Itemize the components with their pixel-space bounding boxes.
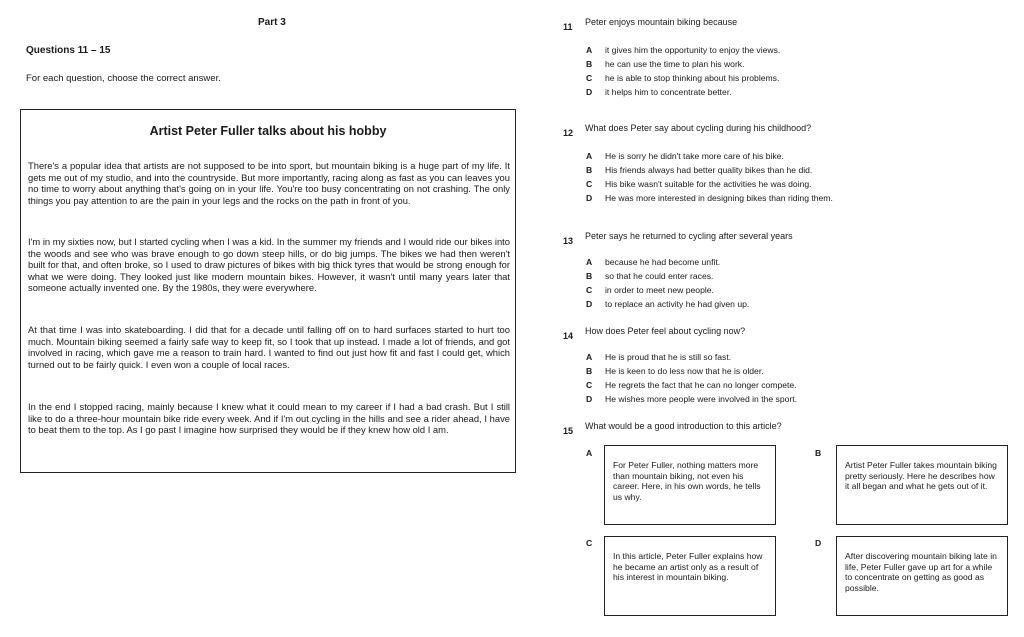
- option-d[interactable]: [586, 299, 749, 309]
- option-text: so that he could enter races.: [605, 271, 714, 281]
- option-letter: B: [586, 366, 593, 376]
- intro-option-a[interactable]: [604, 445, 776, 525]
- article-paragraph-1: There's a popular idea that artists are not supposed to be into sport, but mountain biking is a huge part of my life. It gets me out of my studio, and into the countryside. But more importantly, racing along as fast as you can leaves you no time to worry about anything that's going on in your life. You're too busy concentrating on not crashing. The only things you pay attention to are the pain in your legs and the rocks on the path in front of you.: [28, 160, 510, 206]
- option-letter: D: [586, 87, 593, 97]
- option-a[interactable]: [586, 352, 731, 362]
- article-paragraph-2: I'm in my sixties now, but I started cycling when I was a kid. In the summer my friends and I would ride our bikes into the woods and see who was brave enough to go down steep hills, or do big jumps. The bikes we had then weren't built for that, and often broke, so I used to draw pictures of bikes with big thick tyres that would be strong enough for what we were doing. They looked just like modern mountain bikes. However, it wasn't until many years later that someone actually invented one. By the 1980s, they were everywhere.: [28, 236, 510, 293]
- option-d[interactable]: [586, 193, 833, 203]
- option-letter: C: [586, 73, 593, 83]
- option-letter: C: [586, 380, 593, 390]
- question-text: Peter enjoys mountain biking because: [585, 17, 738, 27]
- option-text: He wishes more people were involved in the sport.: [605, 394, 798, 404]
- option-letter: C: [586, 285, 593, 295]
- option-c[interactable]: [586, 179, 812, 189]
- intro-text: After discovering mountain biking late in life, Peter Fuller gave up art for a while to concentrate on getting as good as possible.: [845, 551, 997, 593]
- option-a[interactable]: [586, 151, 784, 161]
- intro-text: In this article, Peter Fuller explains how he became an artist only as a result of his interest in mountain biking.: [613, 551, 763, 583]
- questions-heading: Questions 11 – 15: [26, 45, 111, 56]
- option-text: in order to meet new people.: [605, 285, 714, 295]
- option-text: He was more interested in designing bikes than riding them.: [605, 193, 833, 203]
- option-letter: D: [586, 394, 593, 404]
- option-letter: A: [586, 257, 593, 267]
- option-a[interactable]: [586, 257, 720, 267]
- intro-text: Artist Peter Fuller takes mountain biking pretty seriously. Here he describes how it all began and what he gets out of it.: [845, 460, 997, 492]
- option-text: He is keen to do less now that he is older.: [605, 366, 764, 376]
- question-number: 14: [563, 331, 574, 341]
- question-number: 15: [563, 426, 574, 436]
- option-text: he can use the time to plan his work.: [605, 59, 745, 69]
- question-number: 13: [563, 236, 574, 246]
- option-text: because he had become unfit.: [605, 257, 721, 267]
- article-paragraph-4: In the end I stopped racing, mainly because I knew what it could mean to my career if I had a bad crash. But I still like to do a three-hour mountain bike ride every week. And if I'm out cycling in the hills and see a rider ahead, I have to beat them to the top. As I go past I imagine how surprised they would be if they knew how old I am.: [28, 401, 510, 435]
- question-number: 11: [563, 22, 573, 32]
- question-number: 12: [563, 128, 574, 138]
- option-letter: D: [586, 299, 593, 309]
- intro-option-b[interactable]: [836, 445, 1008, 525]
- intro-letter-b: B: [815, 448, 822, 458]
- article-title: Artist Peter Fuller talks about his hobby: [149, 124, 387, 138]
- option-letter: A: [586, 352, 593, 362]
- option-letter: D: [586, 193, 593, 203]
- option-b[interactable]: [586, 59, 745, 69]
- option-c[interactable]: [586, 285, 714, 295]
- question-text: What would be a good introduction to this article?: [585, 421, 782, 431]
- option-text: it gives him the opportunity to enjoy the views.: [605, 45, 781, 55]
- intro-letter-d: D: [815, 538, 822, 548]
- intro-text: For Peter Fuller, nothing matters more than mountain biking, not even his career. Here, in his own words, he tells us why.: [613, 460, 761, 502]
- option-text: He is sorry he didn't take more care of his bike.: [605, 151, 784, 161]
- option-text: He regrets the fact that he can no longer compete.: [605, 380, 797, 390]
- option-text: it helps him to concentrate better.: [605, 87, 732, 97]
- option-c[interactable]: [586, 380, 797, 390]
- option-b[interactable]: [586, 366, 764, 376]
- option-letter: A: [586, 45, 593, 55]
- option-letter: C: [586, 179, 593, 189]
- option-text: His friends always had better quality bikes than he did.: [605, 165, 813, 175]
- option-c[interactable]: [586, 73, 779, 83]
- part-title: Part 3: [258, 17, 286, 28]
- option-letter: B: [586, 271, 593, 281]
- question-text: What does Peter say about cycling during his childhood?: [585, 123, 812, 133]
- article-paragraph-3: At that time I was into skateboarding. I did that for a decade until falling off on to hard surfaces started to hurt too much. Mountain biking seemed a fairly safe way to keep fit, so I took that up instead. I made a lot of friends, and got involved in racing, which gave me a reason to train hard. I wanted to find out just how fit and fast I could get, which turned out to be fairly quick. I even won a couple of local races.: [28, 324, 510, 370]
- option-letter: B: [586, 165, 593, 175]
- question-text: How does Peter feel about cycling now?: [585, 326, 746, 336]
- option-text: He is proud that he is still so fast.: [605, 352, 732, 362]
- option-b[interactable]: [586, 271, 713, 281]
- intro-option-c[interactable]: [604, 536, 776, 616]
- intro-letter-c: C: [586, 538, 593, 548]
- option-d[interactable]: [586, 87, 732, 97]
- question-text: Peter says he returned to cycling after several years: [585, 231, 793, 241]
- option-b[interactable]: [586, 165, 812, 175]
- article-box: [20, 109, 516, 473]
- intro-option-d[interactable]: [836, 536, 1008, 616]
- option-text: His bike wasn't suitable for the activities he was doing.: [605, 179, 812, 189]
- option-letter: B: [586, 59, 593, 69]
- option-text: he is able to stop thinking about his problems.: [605, 73, 780, 83]
- instruction-text: For each question, choose the correct answer.: [26, 73, 221, 84]
- option-letter: A: [586, 151, 593, 161]
- intro-letter-a: A: [586, 448, 593, 458]
- option-text: to replace an activity he had given up.: [605, 299, 750, 309]
- option-d[interactable]: [586, 394, 797, 404]
- option-a[interactable]: [586, 45, 780, 55]
